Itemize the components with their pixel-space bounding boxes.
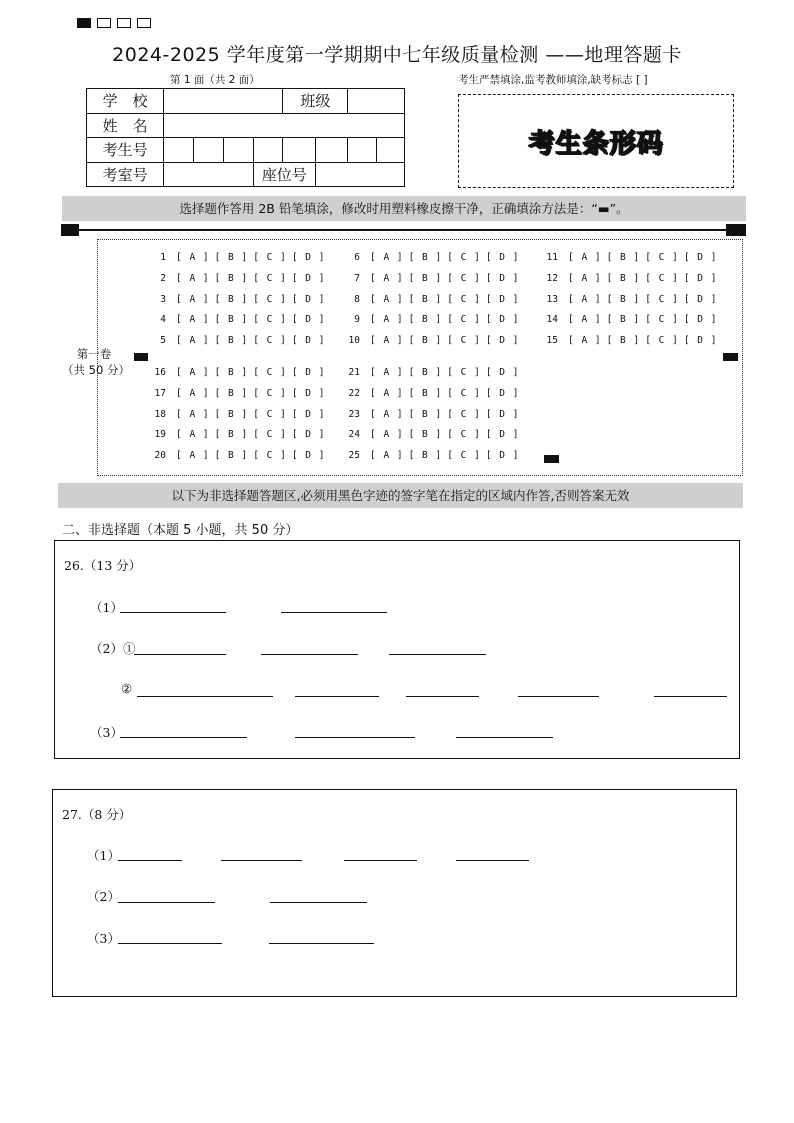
mc-option-bubble[interactable]: [ A ] <box>568 335 602 347</box>
mc-question-row <box>148 409 330 420</box>
mc-option-bubble[interactable]: [ B ] <box>214 367 249 378</box>
class-label: 班级 <box>283 89 348 114</box>
school-label: 学 校 <box>87 89 164 114</box>
timing-mark <box>726 224 746 236</box>
mc-option-bubble[interactable]: [ C ] <box>645 335 679 347</box>
page-title: 2024-2025 学年度第一学期期中七年级质量检测 ——地理答题卡 <box>112 44 682 66</box>
mc-question-row <box>342 429 524 440</box>
mc-option-bubble[interactable]: [ B ] <box>408 387 443 399</box>
mc-option-bubble[interactable]: [ B ] <box>214 408 249 420</box>
question-27-title: 27.（8 分） <box>62 807 132 822</box>
mc-option-bubble[interactable]: [ B ] <box>214 335 249 347</box>
mc-question-number: 5 <box>160 335 166 347</box>
school-field[interactable] <box>164 89 283 114</box>
mc-option-bubble[interactable]: [ A ] <box>176 408 210 420</box>
mc-option-bubble[interactable]: [ A ] <box>176 429 210 441</box>
mc-option-bubble[interactable]: [ A ] <box>568 252 602 263</box>
mc-question-row <box>540 294 722 305</box>
mc-option-bubble[interactable]: [ C ] <box>253 293 287 305</box>
mc-question-number: 15 <box>546 335 558 347</box>
exam-number-digit[interactable] <box>348 138 376 163</box>
mc-question-row <box>342 409 524 420</box>
mc-option-bubble[interactable]: [ D ] <box>485 387 520 399</box>
mc-option-bubble[interactable]: [ C ] <box>253 367 287 378</box>
mc-question-number: 16 <box>154 367 166 378</box>
mc-option-bubble[interactable]: [ C ] <box>447 387 481 399</box>
mc-option-bubble[interactable]: [ D ] <box>291 252 326 263</box>
mc-question-row <box>540 314 722 325</box>
exam-number-digit[interactable] <box>376 138 404 163</box>
mc-question-number: 22 <box>348 387 360 399</box>
mc-option-bubble[interactable]: [ A ] <box>176 272 210 284</box>
barcode-area <box>458 94 734 188</box>
answer-line[interactable] <box>295 737 415 738</box>
question-26-box <box>54 540 740 759</box>
mc-option-bubble[interactable]: [ C ] <box>253 429 287 441</box>
mc-question-row <box>342 335 524 346</box>
q27-part3-label: （3） <box>87 931 120 946</box>
mc-question-row <box>342 252 524 263</box>
answer-line[interactable] <box>118 943 222 944</box>
barcode-label: 考生条形码 <box>528 128 664 159</box>
answer-line[interactable] <box>134 654 226 655</box>
answer-line[interactable] <box>281 612 387 613</box>
question-26-title: 26.（13 分） <box>64 558 142 573</box>
answer-line[interactable] <box>118 902 215 903</box>
mc-option-bubble[interactable]: [ D ] <box>291 367 326 378</box>
mc-option-bubble[interactable]: [ D ] <box>485 450 520 462</box>
mc-option-bubble[interactable]: [ B ] <box>408 272 443 284</box>
mc-option-bubble[interactable]: [ A ] <box>176 293 210 305</box>
mc-option-bubble[interactable]: [ C ] <box>447 252 481 263</box>
mc-option-bubble[interactable]: [ B ] <box>214 293 249 305</box>
mc-question-number: 9 <box>354 314 360 326</box>
mc-question-row <box>540 335 722 346</box>
mc-option-bubble[interactable]: [ A ] <box>176 367 210 378</box>
mc-option-bubble[interactable]: [ C ] <box>253 335 287 347</box>
mc-option-bubble[interactable]: [ A ] <box>568 293 602 305</box>
answer-line[interactable] <box>120 737 247 738</box>
name-label: 姓 名 <box>87 113 164 138</box>
absence-notice: 考生严禁填涂,监考教师填涂,缺考标志 [ ] <box>458 74 648 86</box>
mc-option-bubble[interactable]: [ D ] <box>485 408 520 420</box>
alignment-mark-filled <box>77 18 91 28</box>
mc-question-row <box>540 252 722 263</box>
mc-option-bubble[interactable]: [ C ] <box>447 408 481 420</box>
mc-option-bubble[interactable]: [ D ] <box>683 272 718 284</box>
mc-question-number: 1 <box>160 252 166 263</box>
mc-option-bubble[interactable]: [ A ] <box>370 387 404 399</box>
mc-option-bubble[interactable]: [ C ] <box>447 450 481 462</box>
mc-option-bubble[interactable]: [ D ] <box>291 408 326 420</box>
mc-option-bubble[interactable]: [ A ] <box>370 293 404 305</box>
answer-line[interactable] <box>518 696 599 697</box>
answer-line[interactable] <box>118 860 182 861</box>
alignment-mark-empty <box>137 18 151 28</box>
mc-option-bubble[interactable]: [ D ] <box>485 272 520 284</box>
exam-number-digit[interactable] <box>164 138 194 163</box>
section1-score: （共 50 分） <box>62 363 130 377</box>
mc-option-bubble[interactable]: [ A ] <box>370 252 404 263</box>
mc-question-row <box>342 314 524 325</box>
exam-number-digit[interactable] <box>315 138 347 163</box>
answer-line[interactable] <box>406 696 479 697</box>
mc-option-bubble[interactable]: [ C ] <box>645 293 679 305</box>
q27-part2-label: （2） <box>87 889 120 904</box>
mc-option-bubble[interactable]: [ C ] <box>447 367 481 378</box>
mc-question-number: 25 <box>348 450 360 462</box>
room-label: 考室号 <box>87 162 164 187</box>
mc-option-bubble[interactable]: [ D ] <box>485 293 520 305</box>
mc-option-bubble[interactable]: [ C ] <box>253 314 287 326</box>
page-info: 第 1 面（共 2 面） <box>170 74 260 86</box>
answer-line[interactable] <box>269 943 374 944</box>
mc-option-bubble[interactable]: [ B ] <box>214 252 249 263</box>
mc-option-bubble[interactable]: [ D ] <box>683 314 718 326</box>
answer-line[interactable] <box>456 860 529 861</box>
mc-option-bubble[interactable]: [ B ] <box>214 387 249 399</box>
mc-question-row <box>342 273 524 284</box>
q26-part3-label: （3） <box>90 725 123 740</box>
mc-question-number: 13 <box>546 293 558 305</box>
seat-field[interactable] <box>315 162 404 187</box>
answer-line[interactable] <box>221 860 302 861</box>
mc-question-row <box>148 388 330 399</box>
mc-option-bubble[interactable]: [ D ] <box>291 335 326 347</box>
mc-option-bubble[interactable]: [ B ] <box>606 252 641 263</box>
mc-question-number: 3 <box>160 293 166 305</box>
mc-question-number: 12 <box>546 272 558 284</box>
mc-option-bubble[interactable]: [ B ] <box>408 450 443 462</box>
mc-option-bubble[interactable]: [ D ] <box>485 429 520 441</box>
mc-question-row <box>342 450 524 461</box>
mc-question-row <box>342 388 524 399</box>
mc-question-number: 7 <box>354 272 360 284</box>
mc-question-row <box>148 314 330 325</box>
room-field[interactable] <box>164 162 253 187</box>
mc-option-bubble[interactable]: [ A ] <box>370 335 404 347</box>
mc-question-row <box>540 273 722 284</box>
mc-option-bubble[interactable]: [ D ] <box>485 335 520 347</box>
mc-question-row <box>148 252 330 263</box>
mc-question-row <box>148 273 330 284</box>
mc-question-number: 14 <box>546 314 558 326</box>
mc-option-bubble[interactable]: [ D ] <box>291 387 326 399</box>
mc-option-bubble[interactable]: [ A ] <box>176 252 210 263</box>
answer-line[interactable] <box>654 696 727 697</box>
mc-option-bubble[interactable]: [ D ] <box>485 252 520 263</box>
mc-question-number: 8 <box>354 293 360 305</box>
mc-option-bubble[interactable]: [ A ] <box>370 450 404 462</box>
answer-line[interactable] <box>456 737 553 738</box>
timing-mark <box>61 224 79 236</box>
mc-option-bubble[interactable]: [ B ] <box>606 272 641 284</box>
mc-question-number: 11 <box>546 252 558 263</box>
timing-mark <box>544 455 559 463</box>
mc-option-bubble[interactable]: [ A ] <box>176 387 210 399</box>
exam-number-digit[interactable] <box>283 138 315 163</box>
name-field[interactable] <box>164 113 405 138</box>
mc-option-bubble[interactable]: [ A ] <box>370 367 404 378</box>
exam-number-digit[interactable] <box>223 138 253 163</box>
mc-option-bubble[interactable]: [ D ] <box>291 429 326 441</box>
mc-option-bubble[interactable]: [ C ] <box>645 272 679 284</box>
mc-option-bubble[interactable]: [ D ] <box>485 367 520 378</box>
mc-option-bubble[interactable]: [ D ] <box>291 314 326 326</box>
mc-option-bubble[interactable]: [ B ] <box>214 272 249 284</box>
mc-option-bubble[interactable]: [ A ] <box>176 450 210 462</box>
mc-option-bubble[interactable]: [ B ] <box>408 429 443 441</box>
q26-part1-label: （1） <box>90 600 123 615</box>
mc-question-number: 17 <box>154 387 166 399</box>
section1-label <box>62 346 130 378</box>
mc-question-number: 20 <box>154 450 166 462</box>
mc-option-bubble[interactable]: [ A ] <box>568 314 602 326</box>
mc-question-row <box>342 294 524 305</box>
exam-number-digit[interactable] <box>253 138 283 163</box>
question-27-box <box>52 789 737 997</box>
q27-part1-label: （1） <box>87 848 120 863</box>
mc-option-bubble[interactable]: [ C ] <box>447 293 481 305</box>
mc-option-bubble[interactable]: [ C ] <box>645 252 679 263</box>
mc-option-bubble[interactable]: [ A ] <box>176 314 210 326</box>
mc-option-bubble[interactable]: [ C ] <box>253 408 287 420</box>
mc-question-row <box>148 450 330 461</box>
mc-option-bubble[interactable]: [ B ] <box>214 450 249 462</box>
mc-option-bubble[interactable]: [ C ] <box>253 272 287 284</box>
mc-question-number: 19 <box>154 429 166 441</box>
answer-line[interactable] <box>137 696 273 697</box>
class-field[interactable] <box>348 89 405 114</box>
mc-option-bubble[interactable]: [ C ] <box>253 387 287 399</box>
alignment-mark-empty <box>117 18 131 28</box>
mc-option-bubble[interactable]: [ C ] <box>447 335 481 347</box>
mc-option-bubble[interactable]: [ A ] <box>370 272 404 284</box>
mc-option-bubble[interactable]: [ C ] <box>447 272 481 284</box>
mc-question-number: 6 <box>354 252 360 263</box>
mc-question-row <box>148 429 330 440</box>
answer-line[interactable] <box>261 654 358 655</box>
q26-part2-label: （2）① <box>90 641 136 656</box>
separator-line <box>62 229 742 231</box>
mc-question-number: 4 <box>160 314 166 326</box>
seat-label: 座位号 <box>253 162 315 187</box>
answer-line[interactable] <box>120 612 226 613</box>
mc-option-bubble[interactable]: [ B ] <box>606 314 641 326</box>
mc-option-bubble[interactable]: [ D ] <box>683 293 718 305</box>
mc-option-bubble[interactable]: [ D ] <box>291 450 326 462</box>
mc-option-bubble[interactable]: [ B ] <box>408 335 443 347</box>
mc-option-bubble[interactable]: [ B ] <box>408 314 443 326</box>
timing-mark <box>134 353 148 361</box>
mc-option-bubble[interactable]: [ B ] <box>408 293 443 305</box>
mc-option-bubble[interactable]: [ D ] <box>485 314 520 326</box>
exam-number-label: 考生号 <box>87 138 164 163</box>
mc-option-bubble[interactable]: [ D ] <box>291 293 326 305</box>
mc-question-row <box>148 335 330 346</box>
answer-line[interactable] <box>344 860 417 861</box>
section2-title: 二、非选择题（本题 5 小题，共 50 分） <box>62 523 299 538</box>
mc-option-bubble[interactable]: [ D ] <box>683 252 718 263</box>
timing-mark <box>723 353 738 361</box>
mc-question-row <box>148 294 330 305</box>
answer-line[interactable] <box>295 696 379 697</box>
mc-question-row <box>342 367 524 378</box>
mc-option-bubble[interactable]: [ A ] <box>370 408 404 420</box>
mc-option-bubble[interactable]: [ C ] <box>253 450 287 462</box>
mc-option-bubble[interactable]: [ B ] <box>606 335 641 347</box>
mc-question-row <box>148 367 330 378</box>
mc-question-number: 18 <box>154 408 166 420</box>
mc-question-number: 24 <box>348 429 360 441</box>
mc-option-bubble[interactable]: [ A ] <box>176 335 210 347</box>
mc-option-bubble[interactable]: [ B ] <box>408 367 443 378</box>
mc-option-bubble[interactable]: [ B ] <box>408 252 443 263</box>
mc-option-bubble[interactable]: [ C ] <box>447 314 481 326</box>
mc-question-number: 21 <box>348 367 360 378</box>
mc-option-bubble[interactable]: [ B ] <box>214 314 249 326</box>
mc-option-bubble[interactable]: [ D ] <box>683 335 718 347</box>
student-info-table <box>86 88 405 187</box>
mc-option-bubble[interactable]: [ D ] <box>291 272 326 284</box>
section1-name: 第一卷 <box>76 347 112 361</box>
answer-line[interactable] <box>270 902 367 903</box>
mc-option-bubble[interactable]: [ B ] <box>408 408 443 420</box>
mc-option-bubble[interactable]: [ C ] <box>447 429 481 441</box>
mc-option-bubble[interactable]: [ C ] <box>253 252 287 263</box>
mc-question-number: 2 <box>160 272 166 284</box>
mc-option-bubble[interactable]: [ B ] <box>606 293 641 305</box>
mc-option-bubble[interactable]: [ A ] <box>370 429 404 441</box>
alignment-mark-empty <box>97 18 111 28</box>
mc-option-bubble[interactable]: [ A ] <box>568 272 602 284</box>
mc-question-number: 10 <box>348 335 360 347</box>
exam-number-digit[interactable] <box>194 138 224 163</box>
mc-question-number: 23 <box>348 408 360 420</box>
mc-instruction-bar: 选择题作答用 2B 铅笔填涂，修改时用塑料橡皮擦干净，正确填涂方法是：“▬”。 <box>62 196 746 221</box>
answer-line[interactable] <box>389 654 486 655</box>
q26-part2b-label: ② <box>121 681 133 696</box>
mc-option-bubble[interactable]: [ B ] <box>214 429 249 441</box>
mc-option-bubble[interactable]: [ A ] <box>370 314 404 326</box>
mc-option-bubble[interactable]: [ C ] <box>645 314 679 326</box>
non-mc-instruction-bar: 以下为非选择题答题区,必须用黑色字迹的签字笔在指定的区域内作答,否则答案无效 <box>58 483 743 508</box>
